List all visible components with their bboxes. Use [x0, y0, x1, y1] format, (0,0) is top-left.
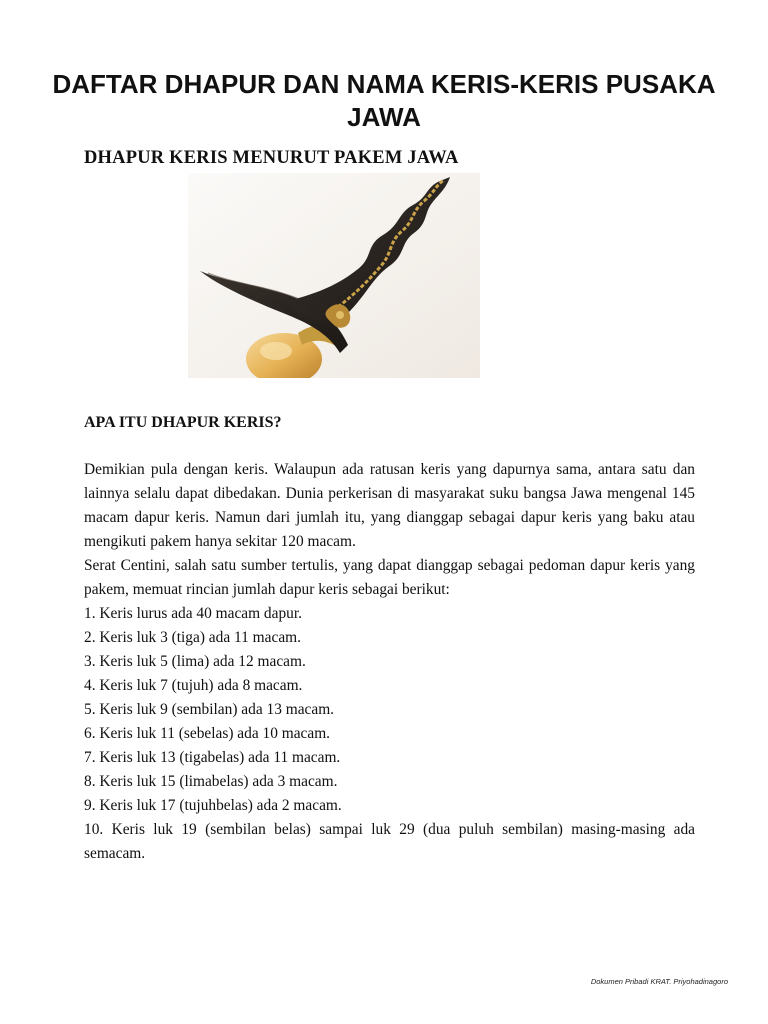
list-item: 2. Keris luk 3 (tiga) ada 11 macam. — [84, 629, 301, 646]
list-item: 6. Keris luk 11 (sebelas) ada 10 macam. — [84, 725, 331, 742]
dhapur-count-list — [84, 602, 695, 866]
list-item: 4. Keris luk 7 (tujuh) ada 8 macam. — [84, 677, 303, 694]
list-item: 7. Keris luk 13 (tigabelas) ada 11 macam. — [84, 749, 341, 766]
list-item: 5. Keris luk 9 (sembilan) ada 13 macam. — [84, 701, 335, 718]
list-item: 3. Keris luk 5 (lima) ada 12 macam. — [84, 653, 306, 670]
keris-image — [188, 173, 480, 378]
paragraph-2: Serat Centini, salah satu sumber tertulis, yang dapat dianggap sebagai pedoman dapur keris yang pakem, memuat rincian jumlah dapur keris sebagai berikut: — [84, 557, 695, 598]
section-heading: APA ITU DHAPUR KERIS? — [84, 414, 282, 431]
list-item: 8. Keris luk 15 (limabelas) ada 3 macam. — [84, 773, 338, 790]
page-footer: Dokumen Pribadi KRAT. Priyohadinagoro — [590, 977, 728, 986]
document-title: DAFTAR DHAPUR DAN NAMA KERIS-KERIS PUSAKA JAWA — [52, 69, 716, 132]
list-item: 9. Keris luk 17 (tujuhbelas) ada 2 macam. — [84, 797, 342, 814]
paragraph-1: Demikian pula dengan keris. Walaupun ada ratusan keris yang dapurnya sama, antara satu dan lainnya selalu dapat dibedakan. Dunia perkerisan di masyarakat suku bangsa Jawa mengenal 145 macam dapur keris. Namun dari jumlah itu, yang dianggap sebagai dapur keris yang baku atau mengikuti pakem hanya sekitar 120 macam. — [84, 461, 695, 550]
body-text — [84, 458, 695, 866]
list-item: 10. Keris luk 19 (sembilan belas) sampai luk 29 (dua puluh sembilan) masing-masing ada semacam. — [84, 821, 695, 862]
list-item: 1. Keris lurus ada 40 macam dapur. — [84, 605, 302, 622]
document-subtitle: DHAPUR KERIS MENURUT PAKEM JAWA — [84, 148, 459, 168]
keris-illustration — [188, 173, 480, 378]
